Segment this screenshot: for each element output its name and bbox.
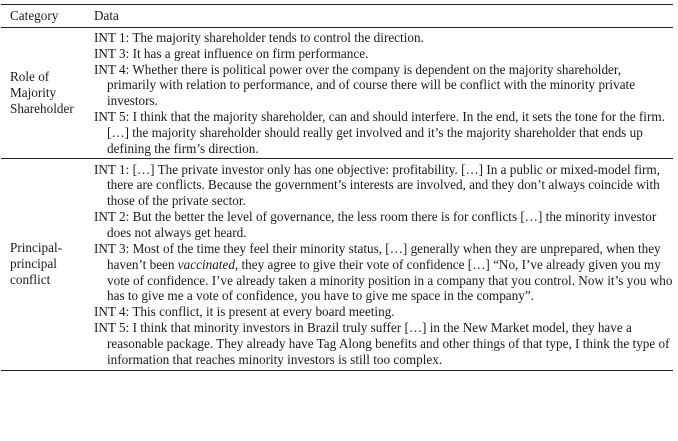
interview-quote: INT 4: This conflict, it is present at every board meeting.	[94, 304, 395, 320]
table-row-principal-conflict	[1, 158, 673, 370]
data-cell	[87, 158, 673, 370]
interview-quote: INT 5: I think that the majority shareholder, can and should interfere. In the end, it sets the tone for the firm. […] the majority shareholder should really get involved and it’s the majority shareholder that ends up defining the firm’s direction.	[94, 109, 665, 156]
header-category: Category	[10, 8, 59, 23]
table-header-row	[1, 5, 673, 28]
quote-text: INT 3: Most of the time they feel their minority status, […] generally when they are unprepared, when they haven’t been	[94, 240, 661, 272]
qualitative-data-table	[1, 4, 673, 371]
interview-quote: INT 3: It has a great influence on firm performance.	[94, 45, 369, 61]
category-cell: Principal-principal conflict	[10, 240, 63, 287]
interview-quote: INT 5: I think that minority investors in Brazil truly suffer […] in the New Market model, they have a reasonable package. They already have Tag Along benefits and other things of that type, I think the type of information that reaches minority investors is still too complex.	[94, 320, 670, 367]
interview-quote: INT 1: […] The private investor only has one objective: profitability. […] In a public or mixed-model firm, there are conflicts. Because the government’s interests are involved, and they don’t always coincide with those of the private sector.	[94, 161, 660, 209]
interview-quote	[94, 241, 673, 304]
interview-quote: INT 1: The majority shareholder tends to control the direction.	[94, 29, 424, 45]
interview-quote: INT 2: But the better the level of governance, the less room there is for conflicts […] the minority investor does not always get heard.	[94, 209, 657, 240]
table-row-majority-shareholder	[1, 27, 673, 158]
quote-text: , they agree to give their vote of confidence […] “No, I’ve already given you my vote of confidence. I’ve already taken a minority position in a company that you control. Now it’s you who has to give me a vote of confidence, you have to give me space in the company”.	[107, 256, 673, 304]
header-data: Data	[94, 8, 119, 23]
category-cell: Role of Majority Shareholder	[10, 68, 74, 116]
quote-italic-term: vaccinated	[177, 256, 235, 272]
data-cell	[87, 27, 673, 158]
interview-quote: INT 4: Whether there is political power over the company is dependent on the majority shareholder, primarily with relation to performance, and of course there will be conflict with the minority private investors.	[94, 61, 636, 109]
